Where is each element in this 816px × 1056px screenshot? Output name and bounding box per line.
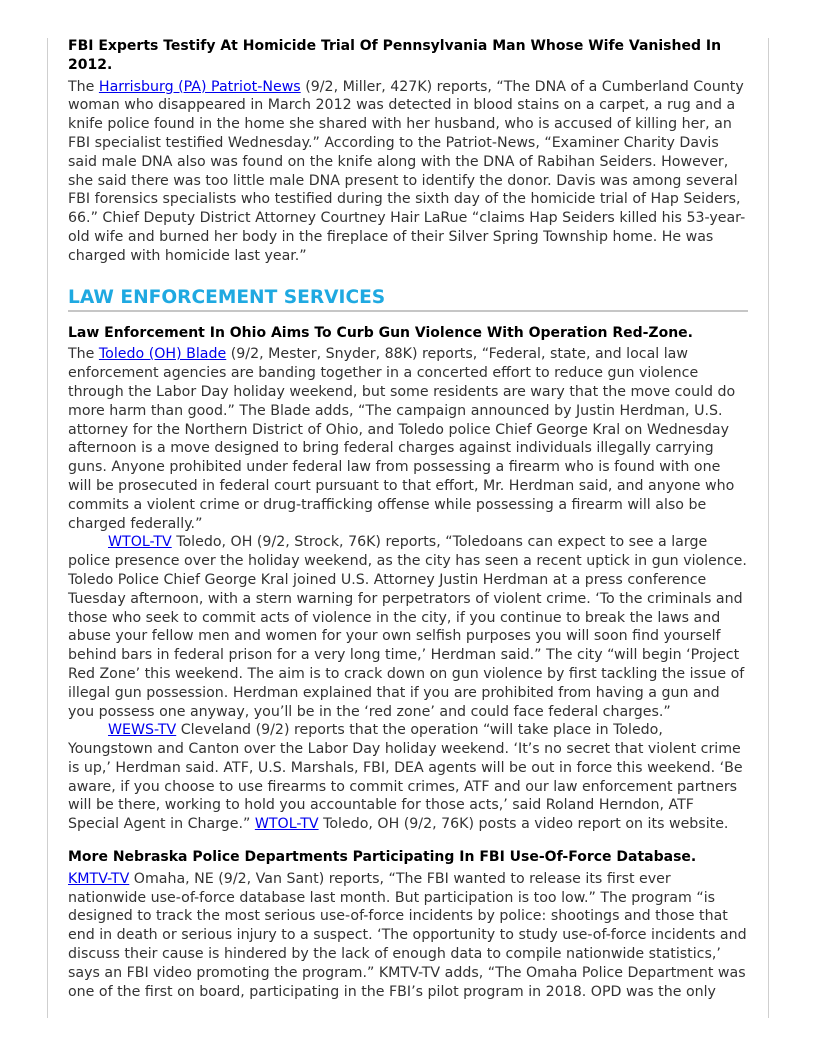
text: (9/2, Miller, 427K) reports, “The DNA of a Cumberland County woman who disappeared in March 2012 was detected in blood stains on a carpet, a rug and a knife police found in the home she shared with her husband, who is accused of killing her, an FBI specialist testified Wednesday.” According to the Patriot-News, “Examiner Charity Davis said male DNA also was found on the knife along with the DNA of Rabihan Seiders. However, she said there was too little male DNA present to identify the donor. Davis was among several FBI forensics specialists who testified during the sixth day of the homicide trial of Hap Seiders, 66.” Chief Deputy District Attorney Courtney Hair LaRue “claims Hap Seiders killed his 53-year-old wife and burned her body in the fireplace of their Silver Spring Township home. He was charged with homicide last year.” xyxy=(68,78,746,264)
article-headline: Law Enforcement In Ohio Aims To Curb Gun Violence With Operation Red-Zone. xyxy=(68,324,693,341)
newsletter-body xyxy=(68,37,748,1001)
text: The xyxy=(68,346,99,363)
spacer xyxy=(68,312,748,324)
article-paragraph xyxy=(68,78,748,266)
article-operation-red-zone xyxy=(68,324,748,835)
article-paragraph xyxy=(68,721,748,834)
source-link-wews-tv[interactable]: WEWS-TV xyxy=(108,722,177,739)
spacer xyxy=(68,834,748,848)
source-link-toledo-blade[interactable]: Toledo (OH) Blade xyxy=(98,346,227,363)
text: Cleveland (9/2) reports that the operation “will take place in Toledo, Youngstown and Canton over the Labor Day holiday weekend. ‘It’s no secret that violent crime is up,’ Herdman said. ATF, U.S. Marshals, FBI, DEA agents will be out in force this weekend. ‘Be aware, if you choose to use firearms to commit crimes, ATF and our law enforcement partners will be there, working to hold you accountable for those acts,’ said Roland Herndon, ATF Special Agent in Charge.” xyxy=(68,722,743,833)
source-link-wtol-tv-video[interactable]: WTOL-TV xyxy=(254,816,319,833)
text: Toledo, OH (9/2, Strock, 76K) reports, “Toledoans can expect to see a large police presence over the holiday weekend, as the city has seen a recent uptick in gun violence. Toledo Police Chief George Kral joined U.S. Attorney Justin Herdman at a press conference Tuesday afternoon, with a stern warning for perpetrators of violent crime. ‘To the criminals and those who seek to commit acts of violence in the city, if you continue to break the laws and abuse your fellow men and women for your own selfish purposes you will soon find yourself behind bars in federal prison for a very long time,’ Herdman said.” The city “will begin ‘Project Red Zone’ this weekend. The aim is to crack down on gun violence by first tackling the issue of illegal gun possession. Herdman explained that if you are prohibited from having a gun and you possess one anyway, you’ll be in the ‘red zone’ and could face federal charges.” xyxy=(68,534,747,720)
article-paragraph xyxy=(68,533,748,721)
article-fbi-experts-testify xyxy=(68,37,748,266)
source-link-kmtv-tv[interactable]: KMTV-TV xyxy=(68,870,130,887)
article-headline: More Nebraska Police Departments Participating In FBI Use-Of-Force Database. xyxy=(68,849,697,866)
text: (9/2, Mester, Snyder, 88K) reports, “Federal, state, and local law enforcement agencies are banding together in a concerted effort to reduce gun violence through the Labor Day holiday weekend, but some residents are wary that the move could do more harm than good.” The Blade adds, “The campaign announced by Justin Herdman, U.S. attorney for the Northern District of Ohio, and Toledo police Chief George Kral on Wednesday afternoon is a move designed to bring federal charges against individuals illegally carrying guns. Anyone prohibited under federal law from possessing a firearm who is found with one will be prosecuted in federal court pursuant to that effort, Mr. Herdman said, and anyone who commits a violent crime or drug-trafficking offense while possessing a firearm will also be charged federally.” xyxy=(68,346,736,532)
article-paragraph xyxy=(68,345,748,533)
source-link-wtol-tv[interactable]: WTOL-TV xyxy=(108,534,172,551)
text: Toledo, OH (9/2, 76K) posts a video report on its website. xyxy=(318,816,729,833)
article-nebraska-use-of-force xyxy=(68,848,748,1001)
section-heading: LAW ENFORCEMENT SERVICES xyxy=(68,287,748,312)
source-link-patriot-news[interactable]: Harrisburg (PA) Patriot-News xyxy=(98,78,301,95)
page-border-right xyxy=(768,38,769,1018)
text: Omaha, NE (9/2, Van Sant) reports, “The FBI wanted to release its first ever nationwide use-of-force database last month. But participation is too low.” The program “is designed to track the most serious use-of-force incidents by police: shootings and those that end in death or serious injury to a suspect. ‘The opportunity to study use-of-force incidents and discuss their cause is hindered by the lack of enough data to compile nationwide statistics,’ says an FBI video promoting the program.” KMTV-TV adds, “The Omaha Police Department was one of the first on board, participating in the FBI’s pilot program in 2018. OPD was the only xyxy=(68,870,747,1000)
page-border-left xyxy=(47,38,48,1018)
text: The xyxy=(68,78,99,95)
article-headline: FBI Experts Testify At Homicide Trial Of Pennsylvania Man Whose Wife Vanished In 2012. xyxy=(68,38,722,73)
article-paragraph xyxy=(68,870,748,1002)
